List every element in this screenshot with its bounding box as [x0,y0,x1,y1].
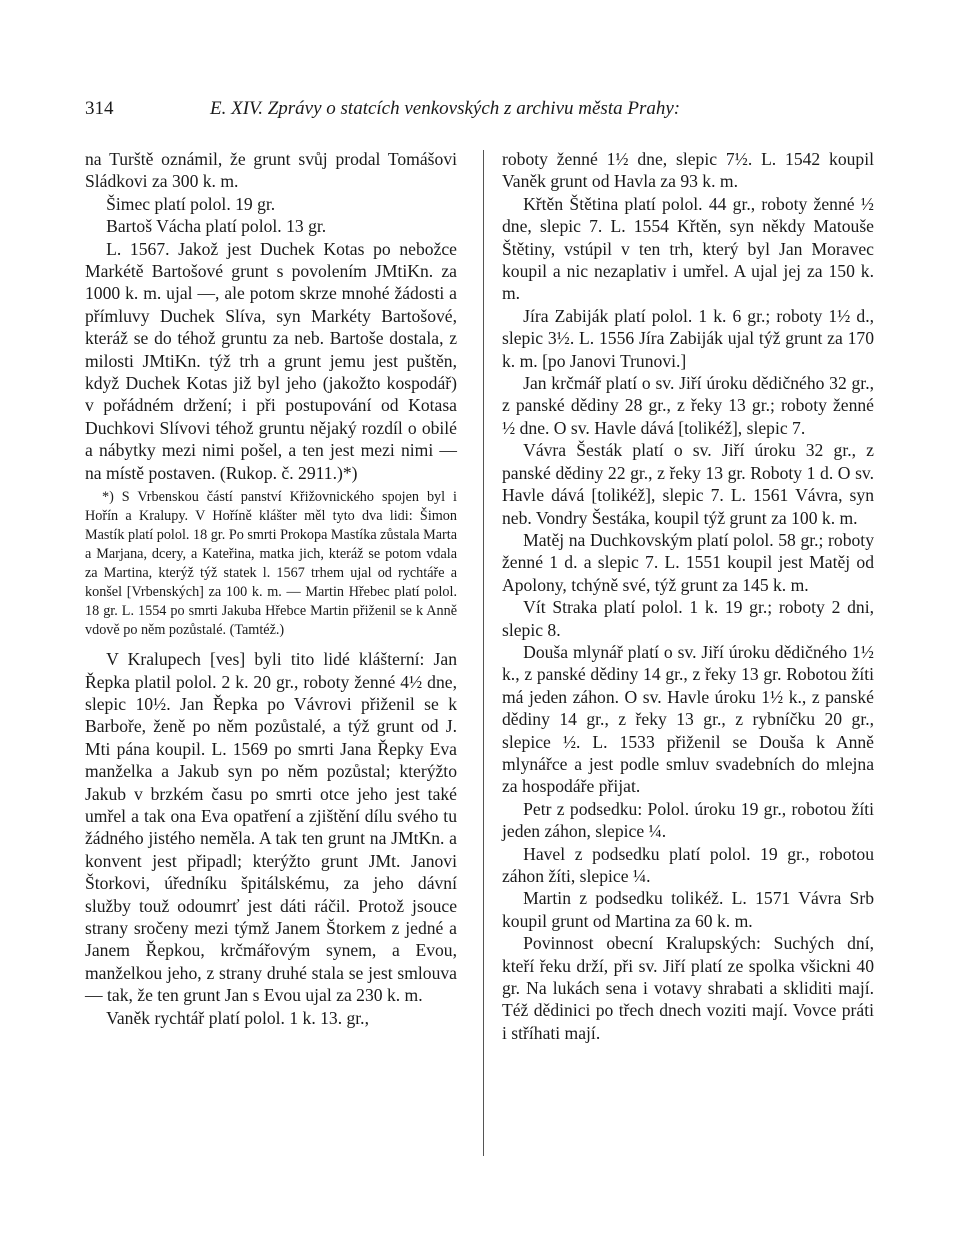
left-paragraph: V Kralupech [ves] byli tito lidé klášterní: Jan Řepka platil polol. 2 k. 20 gr., roboty ženné 4½ dne, slepic 10½. Jan Řepka po Vávrovi přiženil se k Barboře, ženě po něm pozůstalé, a týž grunt od J. Mti pána koupil. L. 1569 po smrti Jana Řepky Eva manželka a Jakub syn po něm pozůstal; kterýžto Jakub v brzkém času po smrti otce jeho jest také umřel a tak ona Eva opatření a zjištění dílu svého tu žádného jistého neměla. A tak ten grunt na JMtKn. a konvent jest připadl; kterýžto grunt JMt. Janovi Štorkovi, úředníku špitálskému, za jeho dávní služby touž odoumrť jest dáti ráčil. Protož jsouce strany sročeny mezi týmž Janem Štorkem z jedné a Janem Řepkou, krčmářovým synem, a Evou, manželkou jeho, z strany druhé stala se jest smlouva — tak, že ten grunt Jan s Evou ujal za 230 k. m. [85,649,457,1006]
right-paragraph: Havel z podsedku platí polol. 19 gr., robotou záhon žíti, slepice ¼. [502,843,874,886]
running-title: E. XIV. Zprávy o statcích venkovských z archivu města Prahy: [210,98,681,119]
footnote: *) S Vrbenskou částí panství Křižovnického spojen byl i Hořín a Kralupy. V Hoříně klášter měl tyto dva lidi: Šimon Mastík platí polol. 18 gr. Po smrti Prokopa Mastíka zůstala Marta a Marjana, dcery, a Kateřina, matka jich, kteráž se potom vdala za Martina, kterýž týž statek l. 1567 trhem ujal od rychtáře a konšel [Vrbenských] za 100 k. m. — Martin Hřebec platí polol. 18 gr. L. 1554 po smrti Jakuba Hřebce Martin přiženil se k Anně vdově po něm pozůstalé. (Tamtéž.) [85,489,457,639]
right-paragraph: Jíra Zabiják platí polol. 1 k. 6 gr.; roboty 1½ d., slepic 3½. L. 1556 Jíra Zabiják ujal týž grunt za 170 k. m. [po Janovi Trunovi.] [502,305,874,371]
right-column [502,148,874,1044]
right-paragraph: Matěj na Duchkovským platí polol. 58 gr.; roboty ženné 1 d. a slepic 7. L. 1551 koupil jest Matěj od Apolony, tchýně své, týž grunt za 145 k. m. [502,529,874,595]
right-paragraph: Povinnost obecní Kralupských: Suchých dní, kteří řeku drží, při sv. Jiří platí ze spolka všickni 40 gr. Na lukách sena i votavy shrabati a skliditi mají. Též dědinici po třech dnech voziti mají. Vovce práti i stříhati mají. [502,933,874,1043]
left-column [85,148,457,1029]
left-paragraph: Bartoš Vácha platí polol. 13 gr. [106,216,327,237]
right-paragraph: Vávra Šesták platí o sv. Jiří úroku 32 gr., z panské dědiny 22 gr., z řeky 13 gr. Roboty 1 d. O sv. Havle dává [tolikéž], slepic 7. L. 1561 Vávra, syn neb. Vondry Šestáka, koupil týž grunt za 100 k. m. [502,440,874,528]
left-paragraph: Šimec platí polol. 19 gr. [106,193,276,214]
page-number: 314 [85,98,114,119]
right-paragraph: Martin z podsedku tolikéž. L. 1571 Vávra Srb koupil grunt od Martina za 60 k. m. [502,888,874,931]
right-paragraph: Křtěn Štětina platí polol. 44 gr., roboty ženné ½ dne, slepic 7. L. 1554 Křtěn, syn někdy Matouše Štětiny, vstúpil v ten trh, který byl Jan Moravec koupil a nic nezaplativ i umřel. A ujal jej za 150 k. m. [502,193,874,304]
page-header [85,98,875,124]
right-paragraph: roboty ženné 1½ dne, slepic 7½. L. 1542 koupil Vaněk grunt od Havla za 93 k. m. [502,149,874,192]
left-paragraph: L. 1567. Jakož jest Duchek Kotas po nebožce Markétě Bartošové grunt s povolením JMtiKn. za 1000 k. m. ujal —, ale potom skrze mnohé žádosti a přímluvy Duchek Slíva, syn Markéty Bartošové, kteráž se do téhož gruntu za neb. Bartoše dostala, z milosti JMtiKn. týž trh a grunt jemu jest puštěn, když Duchek Kotas již byl jeho (jakožto kospodář) v pořádném držení; i při postupování od Kotasa Duchkovi Slívovi téhož gruntu nějaký rozdíl o obilé a nábytky mezi nimi pošel, a ten jest mezi nimi — na místě postaven. (Rukop. č. 2911.)*) [85,238,457,483]
right-paragraph: Douša mlynář platí o sv. Jiří úroku dědičného 1½ k., z panské dědiny 14 gr., z řeky 13 gr. Robotou žíti má jeden záhon. O sv. Havle úroku 1½ k., z panské dědiny 14 gr., z řeky 13 gr., z rybníčku 20 gr., slepice ½. L. 1533 přiženil se Douša k Anně mlynářce a jest podle smluv svadebních do mlejna za hospodáře přijat. [502,641,874,797]
left-paragraph: Vaněk rychtář platí polol. 1 k. 13. gr., [106,1007,369,1028]
column-divider [483,150,484,1156]
right-paragraph: Jan krčmář platí o sv. Jiří úroku dědičného 32 gr., z panské dědiny 28 gr., z řeky 13 gr.; roboty ženné ½ dne. O sv. Havle dává [tolikéž], slepic 7. [502,373,874,438]
left-paragraph: na Turště oznámil, že grunt svůj prodal Tomášovi Sládkovi za 300 k. m. [85,149,457,192]
right-paragraph: Vít Straka platí polol. 1 k. 19 gr.; roboty 2 dni, slepic 8. [502,597,874,640]
right-paragraph: Petr z podsedku: Polol. úroku 19 gr., robotou žíti jeden záhon, slepice ¼. [502,798,874,842]
